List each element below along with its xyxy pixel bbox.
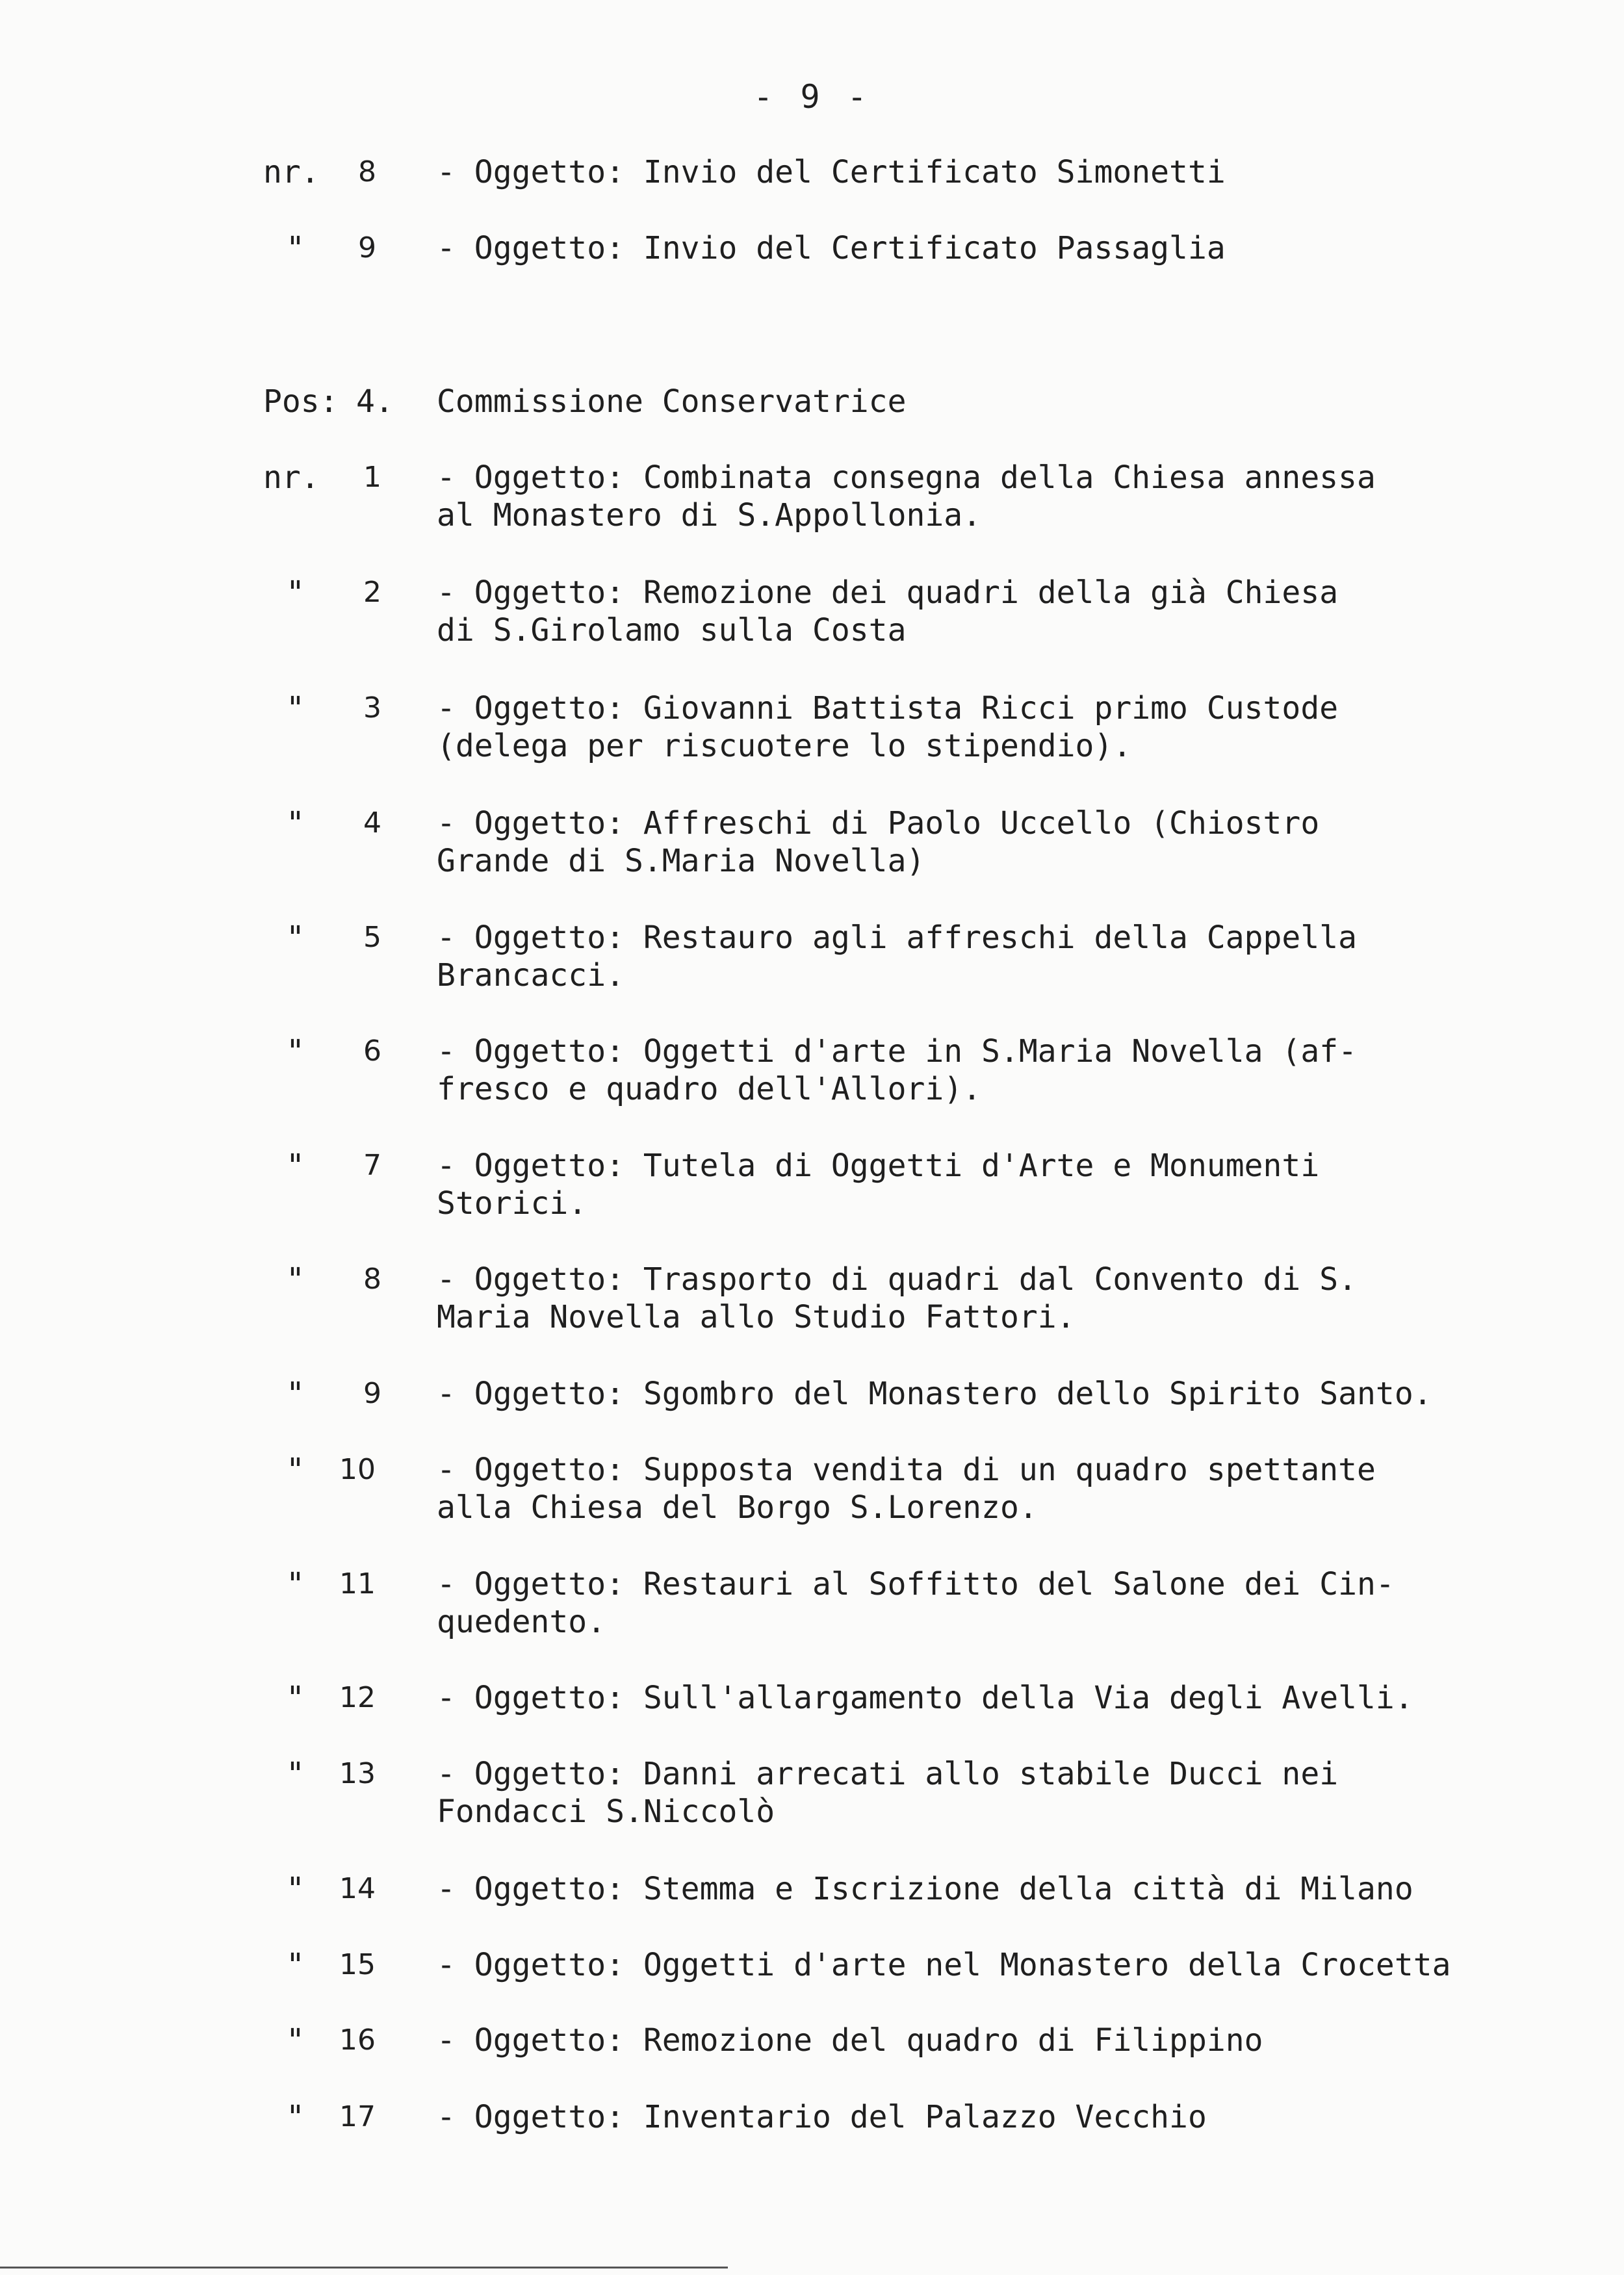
- entry-prefix: ": [286, 919, 305, 956]
- entry-subject: - Oggetto: Supposta vendita di un quadro spettante: [437, 1452, 1376, 1488]
- entry-prefix: ": [286, 574, 305, 611]
- entry-number: 12: [339, 1681, 376, 1714]
- section-heading: [0, 382, 1624, 421]
- entry-number: 3: [363, 691, 381, 725]
- entry-number: 15: [339, 1948, 376, 1981]
- entry-number: 17: [339, 2100, 376, 2133]
- list-item: [0, 229, 1624, 268]
- entry-prefix: ": [286, 1261, 305, 1298]
- entry-subject: - Oggetto: Tutela di Oggetti d'Arte e Monumenti: [437, 1148, 1320, 1184]
- entry-continuation: Brancacci.: [437, 957, 625, 994]
- list-item: [0, 1374, 1624, 1413]
- list-item: [0, 2021, 1624, 2060]
- list-item: [0, 1678, 1624, 1717]
- entry-number: 9: [358, 231, 376, 264]
- entry-prefix: ": [286, 1947, 305, 1983]
- section-title: Commissione Conservatrice: [437, 383, 907, 420]
- entry-continuation: Maria Novella allo Studio Fattori.: [437, 1299, 1076, 1335]
- entry-prefix: ": [286, 1756, 305, 1792]
- entry-subject: - Oggetto: Sull'allargamento della Via degli Avelli.: [437, 1680, 1413, 1716]
- entry-number: 10: [339, 1453, 376, 1486]
- entry-prefix: ": [286, 805, 305, 842]
- list-item: [0, 458, 1624, 497]
- list-item: [0, 1032, 1624, 1071]
- entry-subject: - Oggetto: Invio del Certificato Passaglia: [437, 230, 1226, 266]
- list-item: [0, 1146, 1624, 1185]
- entry-continuation: Fondacci S.Niccolò: [437, 1793, 775, 1830]
- entry-number: 5: [363, 921, 381, 954]
- entry-continuation: Grande di S.Maria Novella): [437, 843, 925, 879]
- entry-continuation: al Monastero di S.Appollonia.: [437, 497, 982, 533]
- page-number: - 9 -: [753, 78, 871, 116]
- list-item: [0, 1565, 1624, 1604]
- list-item: [0, 1870, 1624, 1909]
- entry-continuation: (delega per riscuotere lo stipendio).: [437, 728, 1132, 764]
- entry-subject: - Oggetto: Sgombro del Monastero dello Spirito Santo.: [437, 1376, 1432, 1412]
- list-item: [0, 918, 1624, 957]
- entry-number: 8: [363, 1263, 381, 1296]
- entry-subject: - Oggetto: Restauro agli affreschi della Cappella: [437, 919, 1358, 956]
- list-item: [0, 1754, 1624, 1793]
- entry-subject: - Oggetto: Danni arrecati allo stabile Ducci nei: [437, 1756, 1339, 1792]
- entry-subject: - Oggetto: Affreschi di Paolo Uccello (Chiostro: [437, 805, 1320, 842]
- entry-number: 2: [363, 576, 381, 609]
- entry-subject: - Oggetto: Remozione del quadro di Filippino: [437, 2022, 1263, 2059]
- list-item: [0, 804, 1624, 843]
- entry-number: 8: [358, 155, 376, 188]
- entry-number: 16: [339, 2024, 376, 2057]
- entry-number: 4: [363, 806, 381, 840]
- entry-number: 13: [339, 1757, 376, 1790]
- entry-prefix: ": [286, 1871, 305, 1907]
- entry-prefix: ": [286, 230, 305, 266]
- entry-prefix: ": [286, 1376, 305, 1412]
- entry-prefix: ": [286, 1148, 305, 1184]
- entry-subject: - Oggetto: Restauri al Soffitto del Salone dei Cin-: [437, 1566, 1395, 1602]
- entry-subject: - Oggetto: Inventario del Palazzo Vecchio: [437, 2099, 1207, 2135]
- list-item: [0, 573, 1624, 612]
- entry-subject: - Oggetto: Giovanni Battista Ricci primo Custode: [437, 690, 1339, 726]
- entry-subject: - Oggetto: Remozione dei quadri della già Chiesa: [437, 574, 1339, 611]
- entry-number: 14: [339, 1872, 376, 1905]
- entry-prefix: ": [286, 1680, 305, 1716]
- entry-prefix: nr.: [263, 459, 320, 496]
- list-item: [0, 2098, 1624, 2137]
- entry-continuation: di S.Girolamo sulla Costa: [437, 612, 907, 649]
- page-bottom-rule: [0, 2267, 728, 2269]
- entry-subject: - Oggetto: Stemma e Iscrizione della città di Milano: [437, 1871, 1413, 1907]
- entry-continuation: Storici.: [437, 1185, 587, 1222]
- entry-number: 1: [363, 461, 381, 494]
- list-item: [0, 1450, 1624, 1489]
- entry-number: 7: [363, 1149, 381, 1182]
- list-item: [0, 153, 1624, 192]
- entry-continuation: quedento.: [437, 1604, 606, 1640]
- entry-prefix: ": [286, 690, 305, 726]
- entry-prefix: ": [286, 2099, 305, 2135]
- entry-prefix: nr.: [263, 154, 320, 190]
- list-item: [0, 1260, 1624, 1299]
- entry-number: 11: [339, 1567, 376, 1600]
- entry-number: 6: [363, 1035, 381, 1068]
- section-number: 4.: [356, 383, 394, 420]
- entry-prefix: ": [286, 2022, 305, 2059]
- entry-prefix: ": [286, 1566, 305, 1602]
- entry-number: 9: [363, 1377, 381, 1410]
- list-item: [0, 1946, 1624, 1985]
- entry-subject: - Oggetto: Oggetti d'arte nel Monastero della Crocetta: [437, 1947, 1451, 1983]
- list-item: [0, 689, 1624, 728]
- entry-subject: - Oggetto: Combinata consegna della Chiesa annessa: [437, 459, 1376, 496]
- entry-subject: - Oggetto: Trasporto di quadri dal Convento di S.: [437, 1261, 1358, 1298]
- entry-prefix: ": [286, 1452, 305, 1488]
- section-prefix: Pos:: [263, 383, 339, 420]
- entry-continuation: fresco e quadro dell'Allori).: [437, 1071, 982, 1107]
- entry-subject: - Oggetto: Oggetti d'arte in S.Maria Novella (af-: [437, 1033, 1358, 1070]
- entry-subject: - Oggetto: Invio del Certificato Simonetti: [437, 154, 1226, 190]
- entry-prefix: ": [286, 1033, 305, 1070]
- entry-continuation: alla Chiesa del Borgo S.Lorenzo.: [437, 1489, 1038, 1526]
